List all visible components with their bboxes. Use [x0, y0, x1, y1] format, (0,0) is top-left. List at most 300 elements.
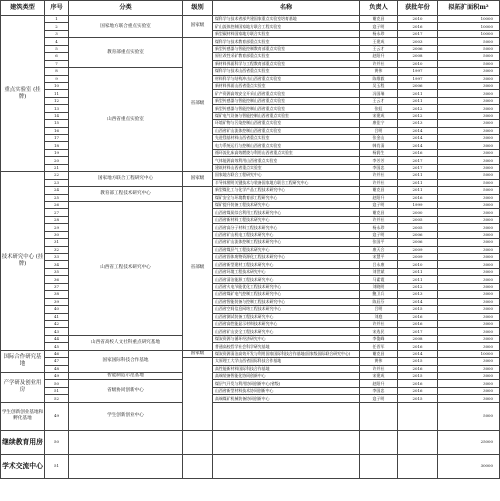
cell-name: 矿产资源高效安全开采山西省重点实验室	[213, 90, 360, 97]
group-academic-center: 学术交流中心	[1, 454, 45, 478]
cell-year: 2003	[398, 38, 438, 45]
cell-name: 煤科学与技术省部共建国家重点实验室培育基地	[213, 16, 360, 23]
cell-area: 3000	[438, 90, 500, 97]
cell-area: 3000	[438, 120, 500, 127]
cell-year: 2017	[398, 157, 438, 164]
cell-name: 新型碳材料国家地方联合实验室	[213, 30, 360, 37]
group-key-lab: 重点实验室 (挂牌)	[1, 16, 45, 172]
cell-name: 新材料界面山西省重点实验室	[213, 82, 360, 89]
cell-area: 3000	[438, 224, 500, 231]
cell-person: 李国忠	[360, 164, 398, 171]
cell-name: 煤矿安全与环境教育部工程研究中心	[213, 194, 360, 201]
cell-area: 3000	[438, 97, 500, 104]
cell-name: 煤炭资源清洁高效开发与利用国家国际科技合作基地(国家级国际联合研究中心)	[213, 350, 360, 357]
cell-person: 谢克昌	[360, 187, 398, 194]
cell-no: 34	[45, 261, 69, 268]
cell-name: 原位改性采矿教育部重点实验室	[213, 53, 360, 60]
cell-area: 3000	[438, 328, 500, 335]
cell-no: 14	[45, 112, 69, 119]
cell-no: 47	[45, 358, 69, 365]
cell-year: 2016	[398, 320, 438, 327]
cell-name: 山西省矿山安全工程技术研究中心	[213, 328, 360, 335]
cell-area: 5000	[438, 38, 500, 45]
header-level: 级别	[183, 1, 213, 16]
table-row	[1, 187, 500, 194]
cell-area: 3000	[438, 82, 500, 89]
cell-no: 5	[45, 45, 69, 52]
cell-no: 2	[45, 23, 69, 30]
cell-area: 3000	[438, 231, 500, 238]
cell-year	[398, 402, 438, 430]
cell-no: 48	[45, 365, 69, 372]
cell-area: 3000	[438, 373, 500, 380]
cell-name: 山西省新型建材工程技术研究中心	[213, 261, 360, 268]
cell-no: 10	[45, 82, 69, 89]
cell-name: 新材料界面科学与工程教育部重点实验室	[213, 60, 360, 67]
header-person: 负责人	[360, 1, 398, 16]
cell-area: 3000	[438, 105, 500, 112]
cat-shanxi-center: 山西省工程技术研究中心	[69, 201, 183, 335]
cell-name: 山西省煤层气工程技术研究中心	[213, 246, 360, 253]
cell-area: 3000	[438, 268, 500, 275]
cell-no: 22	[45, 172, 69, 179]
cell-no: 41	[45, 313, 69, 320]
cell-no: 3	[45, 30, 69, 37]
cell-person: 康天合	[360, 246, 398, 253]
cell-area: 10000	[438, 23, 500, 30]
cell-year: 2009	[398, 246, 438, 253]
cell-year	[398, 454, 438, 478]
cell-area: 3000	[438, 75, 500, 82]
cell-person: 杨永珍	[360, 224, 398, 231]
cat-state-joint-lab: 国家地方联合重点实验室	[69, 16, 183, 38]
cell-area: 30000	[438, 454, 500, 478]
cell-area: 10000	[438, 30, 500, 37]
cell-no: 39	[45, 298, 69, 305]
cell-year: 1999	[398, 201, 438, 208]
cell-person: 许并社	[360, 216, 398, 223]
cell-year: 2011	[398, 97, 438, 104]
cell-person: 许并社	[360, 179, 398, 186]
cell-area: 3000	[438, 194, 500, 201]
cell-year: 2012	[398, 283, 438, 290]
cat-moe-lab: 教育部重点实验室	[69, 38, 183, 68]
cell-person: 谢克昌	[360, 16, 398, 23]
cell-name: 煤矿电气设备与智能控制山西省重点实验室	[213, 112, 360, 119]
cell-name: 循环流化床高效燃烧与利用山西省重点实验室	[213, 149, 360, 156]
header-no: 序号	[45, 1, 69, 16]
table-row	[1, 454, 500, 478]
cell-no: 32	[45, 246, 69, 253]
cell-no: 1	[45, 16, 69, 23]
cell-name: 新型传感器与智能控制山西省重点实验室	[213, 105, 360, 112]
cell-year: 2014	[398, 127, 438, 134]
group-intl: 国际合作研究基地	[1, 350, 45, 372]
cell-no: 24	[45, 187, 69, 194]
cell-no: 29	[45, 224, 69, 231]
cell-no: 42	[45, 320, 69, 327]
table-row	[1, 350, 500, 357]
cell-person: 吕明	[360, 127, 398, 134]
cell-year: 2016	[398, 313, 438, 320]
cell-no: 40	[45, 306, 69, 313]
cell-no: 17	[45, 135, 69, 142]
cell-name: 新型传感器与智能控制山西省重点实验室	[213, 97, 360, 104]
level-state-3: 国家级	[183, 350, 213, 357]
cell-person: 李国忠	[360, 387, 398, 394]
cell-name: 山西省煤矿电气控制工程技术研究中心	[213, 291, 360, 298]
cell-year: 2010	[398, 60, 438, 67]
cell-name: 山西省智能装备与控制工程技术研究中心	[213, 298, 360, 305]
cell-area: 3000	[438, 313, 500, 320]
cat-empty-2	[69, 454, 183, 478]
cell-name: 煤炭资源与循环经济研究中心	[213, 335, 360, 342]
cat-moe-center: 教育部工程技术研究中心	[69, 187, 183, 202]
cell-name: 山西省火电节能优化工程技术研究中心	[213, 283, 360, 290]
cell-area: 3000	[438, 291, 500, 298]
cell-person: 韩肖清	[360, 142, 398, 149]
level-province-2: 省部级	[183, 187, 213, 351]
cell-no: 44	[45, 335, 69, 342]
table-row	[1, 201, 500, 208]
cell-name: 先进镁基材料山西省重点实验室	[213, 135, 360, 142]
cell-area: 3000	[438, 343, 500, 350]
cell-no: 7	[45, 60, 69, 67]
cell-area: 3000	[438, 335, 500, 342]
cell-no: 26	[45, 201, 69, 208]
cell-name: 矿山流体控制国家地方联合工程实验室	[213, 23, 360, 30]
cell-year: 2006	[398, 45, 438, 52]
cell-person: 张金山	[360, 135, 398, 142]
group-student-base: 学生创新创业基地和孵化基地	[1, 402, 45, 430]
cell-year: 2013	[398, 120, 438, 127]
cell-name: 山西省矿山流体控制工程技术研究中心	[213, 239, 360, 246]
cell-area: 3000	[438, 201, 500, 208]
cell-area: 5000	[438, 172, 500, 179]
cell-person: 张国平	[360, 239, 398, 246]
cell-year: 2005	[398, 224, 438, 231]
cell-area: 3000	[438, 276, 500, 283]
cell-name: 山西省新型材料技术协同创新中心	[213, 387, 360, 394]
cell-person: 刘世斌	[360, 268, 398, 275]
cell-person: 任晋军	[360, 343, 398, 350]
cell-person: 康佳宁	[360, 120, 398, 127]
cell-year: 2015	[398, 373, 438, 380]
cell-area: 3000	[438, 358, 500, 365]
cell-no: 4	[45, 38, 69, 45]
cell-person: 寇子明	[360, 395, 398, 402]
cell-name: 新型煤化工与化学产品工程技术研究中心	[213, 187, 360, 194]
cell-person	[360, 430, 398, 454]
cell-person: 王建成	[360, 38, 398, 45]
cell-name: 煤层气开发与利用协同创新中心(省级)	[213, 380, 360, 387]
cell-area: 3000	[438, 283, 500, 290]
cell-year: 2006	[398, 231, 438, 238]
cell-name: 山西省测试装备工程技术研究中心	[213, 313, 360, 320]
cell-area: 3000	[438, 135, 500, 142]
cell-name: 气体能源高效利用山西省重点实验室	[213, 157, 360, 164]
cell-no: 12	[45, 97, 69, 104]
cell-name: 煤科学与技术教育部重点实验室	[213, 38, 360, 45]
cell-person: 王云才	[360, 45, 398, 52]
cell-no: 37	[45, 283, 69, 290]
cell-year: 2016	[398, 387, 438, 394]
cell-area: 3000	[438, 261, 500, 268]
cell-name: 新型传感器与智能控制教育部重点实验室	[213, 45, 360, 52]
table-row	[1, 335, 500, 342]
table-row	[1, 380, 500, 387]
cell-no: 11	[45, 90, 69, 97]
cell-area: 5000	[438, 187, 500, 194]
cell-year	[398, 430, 438, 454]
cell-area: 3000	[438, 387, 500, 394]
cell-area: 5000	[438, 179, 500, 186]
cell-year: 2016	[398, 194, 438, 201]
cell-area: 3000	[438, 306, 500, 313]
cell-area: 5000	[438, 45, 500, 52]
cell-no: 33	[45, 254, 69, 261]
cell-year: 2008	[398, 335, 438, 342]
cell-area: 3000	[438, 127, 500, 134]
cell-name: 山西省空间信息网络工程技术研究中心	[213, 306, 360, 313]
cell-year: 2000	[398, 209, 438, 216]
cell-person: 寇子明	[360, 23, 398, 30]
cell-person: 宋建成	[360, 112, 398, 119]
cell-area: 3000	[438, 246, 500, 253]
cell-person: 寇子明	[360, 231, 398, 238]
cell-area: 3000	[438, 395, 500, 402]
cell-year: 2010	[398, 261, 438, 268]
cell-person: 许并社	[360, 60, 398, 67]
cell-name: 电力系统运行与控制山西省重点实验室	[213, 142, 360, 149]
cell-no: 36	[45, 276, 69, 283]
cell-year: 2015	[398, 395, 438, 402]
cell-area: 3000	[438, 157, 500, 164]
table-row	[1, 38, 500, 45]
level-state-2: 国家级	[183, 172, 213, 187]
cell-year: 2012	[398, 112, 438, 119]
level-state-1: 国家级	[183, 16, 213, 38]
cell-person: 李俊峰	[360, 335, 398, 342]
cell-year: 2016	[398, 365, 438, 372]
cell-no: 35	[45, 268, 69, 275]
table-row	[1, 172, 500, 179]
cell-year: 2006	[398, 239, 438, 246]
cell-person: 鲍卫兵	[360, 291, 398, 298]
cell-person: 刘庭	[360, 313, 398, 320]
cell-name: 山西省高性能显示材料技术研究中心	[213, 320, 360, 327]
cell-person	[360, 402, 398, 430]
cell-area: 25000	[438, 430, 500, 454]
cell-year: 2014	[398, 298, 438, 305]
table-row	[1, 68, 500, 75]
cell-year: 2016	[398, 149, 438, 156]
cell-person: 杨润生	[360, 149, 398, 156]
cell-no: 20	[45, 157, 69, 164]
cell-person: 陈辰芬	[360, 298, 398, 305]
cell-area: 3000	[438, 298, 500, 305]
cell-person: 刘晓明	[360, 283, 398, 290]
cell-person: 杨永珍	[360, 30, 398, 37]
cell-area: 3000	[438, 239, 500, 246]
cell-year: 2010	[398, 16, 438, 23]
cell-no: 50	[45, 430, 69, 454]
cell-no: 25	[45, 194, 69, 201]
cell-name: 山西省矿山机电工程技术研究中心	[213, 231, 360, 238]
table-row	[1, 402, 500, 430]
cell-no: 16	[45, 127, 69, 134]
cell-person: 吴玉程	[360, 82, 398, 89]
cell-no: 46	[45, 350, 69, 357]
cell-person: 李芳芳	[360, 157, 398, 164]
cell-area: 10000	[438, 16, 500, 23]
cell-year: 2011	[398, 276, 438, 283]
cell-name: 高端装备智能化协同创新中心	[213, 373, 360, 380]
cell-year: 2016	[398, 23, 438, 30]
cell-person: 赵阳升	[360, 194, 398, 201]
cell-person: 许并社	[360, 172, 398, 179]
level-empty-2	[183, 430, 213, 454]
cell-person: 王云才	[360, 97, 398, 104]
cell-person: 黄伟	[360, 358, 398, 365]
cell-no: 49	[45, 373, 69, 380]
cell-name: 环境矿物与污染控制山西省重点实验室	[213, 120, 360, 127]
cell-year: 1997	[398, 75, 438, 82]
table-row	[1, 373, 500, 380]
cell-year: 2011	[398, 90, 438, 97]
cell-no: 50	[45, 380, 69, 387]
cat-shanxi-lab: 山西省重点实验室	[69, 68, 183, 172]
level-province-1: 省部级	[183, 38, 213, 172]
cell-year: 2014	[398, 350, 438, 357]
cell-person: 许并社	[360, 320, 398, 327]
cell-area: 3000	[438, 380, 500, 387]
header-row	[1, 1, 500, 16]
header-building-type: 建筑类型	[1, 1, 45, 16]
cell-year: 2009	[398, 254, 438, 261]
cell-name: 山西省新材料工程技术研究中心	[213, 216, 360, 223]
cell-person: 张虹	[360, 105, 398, 112]
cell-person: 黄伟	[360, 68, 398, 75]
cell-year: 2014	[398, 135, 438, 142]
cat-student-center: 学生创新创业中心	[69, 402, 183, 430]
cell-no: 43	[45, 328, 69, 335]
cell-no: 30	[45, 231, 69, 238]
cell-area: 5000	[438, 60, 500, 67]
cell-area: 3000	[438, 112, 500, 119]
cell-area: 3000	[438, 365, 500, 372]
cell-person: 冯国瑞	[360, 90, 398, 97]
cell-area: 5000	[438, 53, 500, 60]
cat-intl-base: 国家国际科技合作基地	[69, 350, 183, 372]
cell-person: 谢克昌	[360, 350, 398, 357]
cell-person: 许并社	[360, 365, 398, 372]
cell-year: 2016	[398, 343, 438, 350]
cell-name	[213, 454, 360, 478]
header-year: 获批年份	[398, 1, 438, 16]
cell-area: 3000	[438, 320, 500, 327]
header-name: 名称	[213, 1, 360, 16]
table-body	[1, 16, 500, 479]
cell-no: 21	[45, 164, 69, 171]
cell-no: 15	[45, 120, 69, 127]
cell-person: 宋慧平	[360, 254, 398, 261]
cat-shanxi-uni-center: 山西省高校人文社科重点研究基地	[69, 335, 183, 350]
cell-no: 51	[45, 454, 69, 478]
cell-name: 山西省高分子材料工程技术研究中心	[213, 224, 360, 231]
cell-name: 山西省清洁能源工程技术研究中心	[213, 276, 360, 283]
cell-name: 高端煤矿机械装备协同创新中心	[213, 395, 360, 402]
cell-no: 23	[45, 179, 69, 186]
cat-state-joint-center: 国家地方联合工程研究中心	[69, 172, 183, 187]
cell-name: 煤科学与技术山西省重点实验室	[213, 68, 360, 75]
cell-person: 赵阳升	[360, 380, 398, 387]
cell-name: 山西省环境工程技术研究中心	[213, 268, 360, 275]
cell-name	[213, 402, 360, 430]
header-area: 拟拓扩面积m²	[438, 1, 500, 16]
cell-no: 51	[45, 387, 69, 394]
cell-year: 2014	[398, 142, 438, 149]
cell-no: 31	[45, 239, 69, 246]
cell-area: 3000	[438, 209, 500, 216]
cell-person: 寇子明	[360, 201, 398, 208]
cell-year: 2016	[398, 380, 438, 387]
cell-name: 半导体照明关键技术与装备国家地方联合工程研究中心	[213, 179, 360, 186]
cell-no: 6	[45, 53, 69, 60]
cat-incubator: 省级协同创新中心	[69, 380, 183, 402]
cell-no: 52	[45, 395, 69, 402]
cell-name: 建筑材料山西省重点实验室	[213, 164, 360, 171]
cell-person: 马素霞	[360, 276, 398, 283]
level-empty	[183, 358, 213, 431]
cell-year: 2017	[398, 328, 438, 335]
cell-person: 赵阳升	[360, 53, 398, 60]
cell-no: 8	[45, 68, 69, 75]
cell-person: 陈维毅	[360, 75, 398, 82]
cell-person: 吕永康	[360, 261, 398, 268]
cell-no: 27	[45, 209, 69, 216]
group-industry-base: 产学研及创业用房	[1, 373, 45, 403]
cell-person: 宋选民	[360, 328, 398, 335]
cell-year: 2006	[398, 82, 438, 89]
cell-name: 国家地方联合工程研究中心	[213, 172, 360, 179]
cell-person	[360, 454, 398, 478]
table-row	[1, 430, 500, 454]
cell-person: 谢克昌	[360, 209, 398, 216]
cell-name: 高性能新材料国际科技合作基地	[213, 365, 360, 372]
cell-year: 2011	[398, 179, 438, 186]
cell-person: 宋建成	[360, 373, 398, 380]
cell-area: 3000	[438, 254, 500, 261]
cell-year: 2011	[398, 172, 438, 179]
cell-year: 2015	[398, 358, 438, 365]
cell-year: 2017	[398, 164, 438, 171]
cat-empty-1	[69, 430, 183, 454]
group-continuing-edu: 继续教育用房	[1, 430, 45, 454]
cell-year: 2011	[398, 268, 438, 275]
cell-area: 3000	[438, 216, 500, 223]
cell-name: 山西省固体废物资源化工程技术研究中心	[213, 254, 360, 261]
table-row	[1, 16, 500, 23]
level-empty-3	[183, 454, 213, 478]
cell-no: 45	[45, 343, 69, 350]
cell-name: 山西省煤炭综合利用工程技术研究中心	[213, 209, 360, 216]
cell-no: 18	[45, 142, 69, 149]
cell-no: 28	[45, 216, 69, 223]
cell-name: 普通高校哲学社会科学研究基地	[213, 343, 360, 350]
cell-year: 2011	[398, 187, 438, 194]
cell-year: 2013	[398, 291, 438, 298]
